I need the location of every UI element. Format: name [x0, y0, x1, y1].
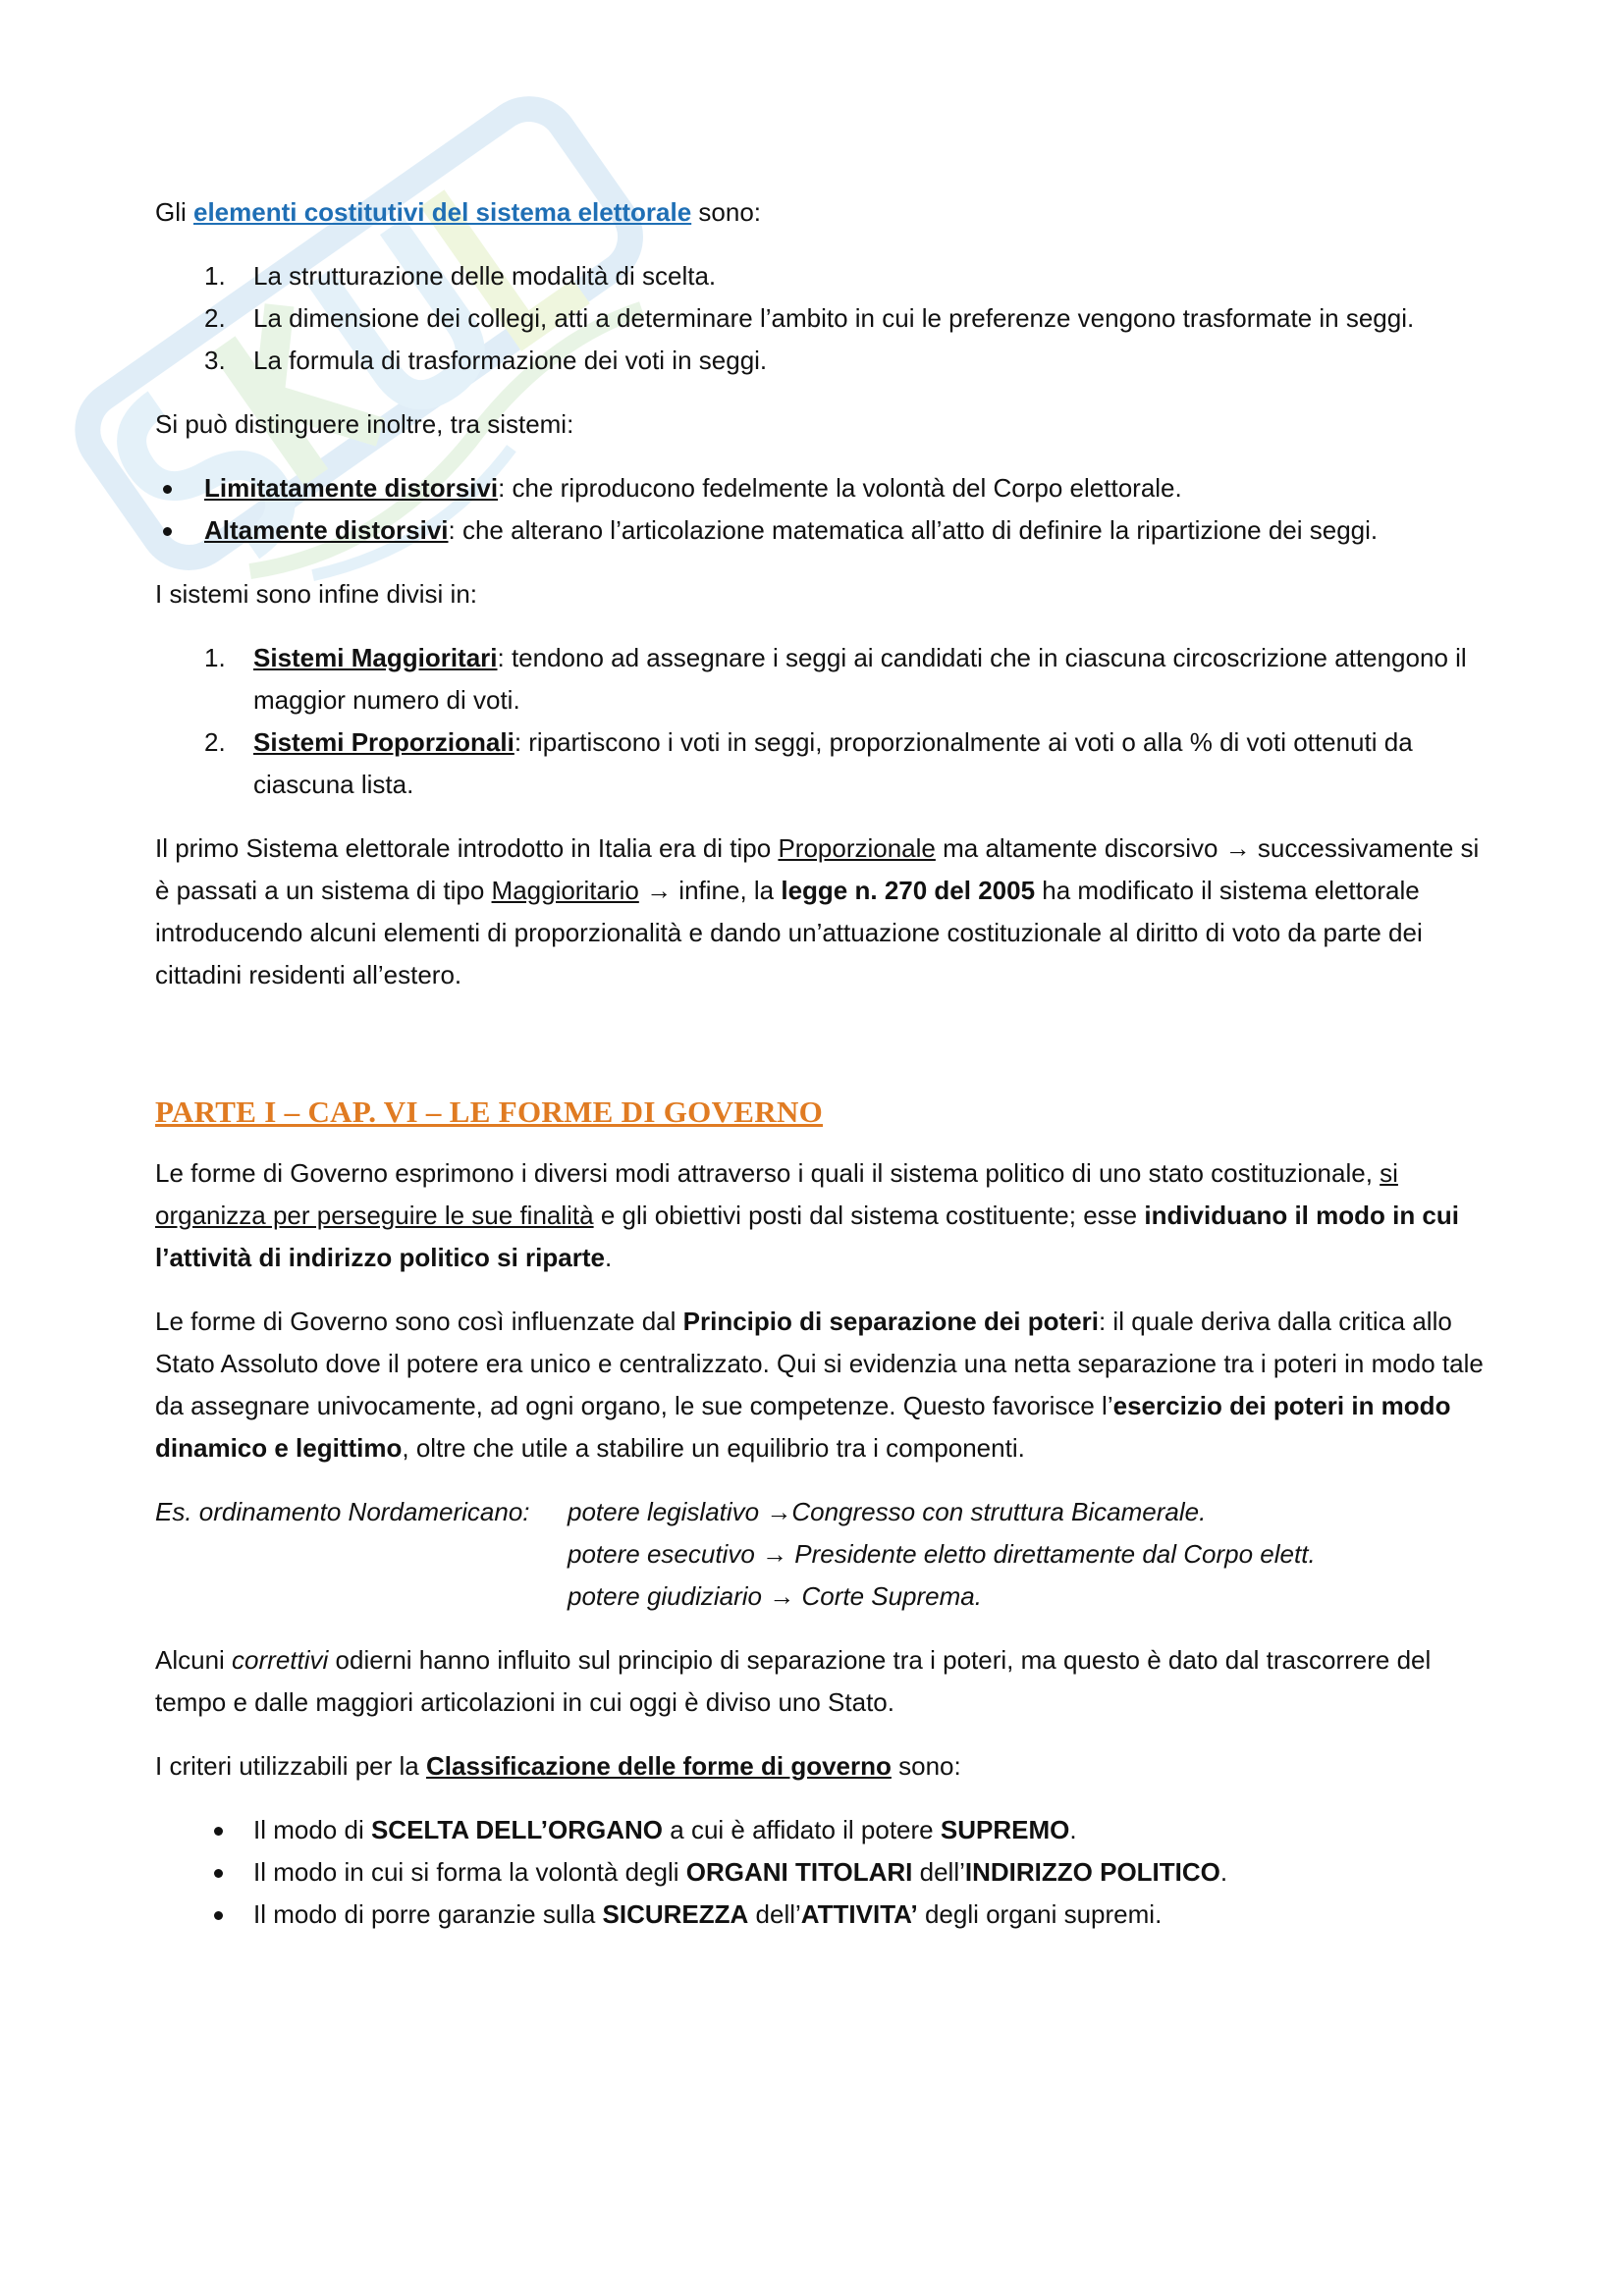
list-item: Il modo di porre garanzie sulla SICUREZZA dell’ATTIVITA’ degli organi supremi.: [253, 1899, 1163, 1929]
criteri-list: [155, 1809, 1490, 1936]
list-term: Sistemi Maggioritari: [253, 643, 498, 672]
list-number: 2.: [204, 303, 226, 333]
arrow-right-icon: →: [762, 1539, 788, 1569]
distinguish-intro: Si può distinguere inoltre, tra sistemi:: [155, 409, 574, 439]
divided-intro: I sistemi sono infine divisi in:: [155, 579, 478, 609]
example-row: [155, 1533, 1490, 1575]
elements-list: [155, 255, 1490, 382]
maggioritario-term: Maggioritario: [491, 876, 639, 905]
list-number: 3.: [204, 346, 226, 375]
list-text: : che alterano l’articolazione matematica all’atto di definire la ripartizione dei seggi.: [448, 515, 1379, 545]
example-body: potere giudiziario → Corte Suprema.: [568, 1581, 982, 1611]
example-body: potere esecutivo → Presidente eletto direttamente dal Corpo elett.: [568, 1539, 1316, 1569]
arrow-right-icon: →: [769, 1581, 795, 1611]
distorsivi-list: [155, 467, 1490, 552]
example-row: [155, 1491, 1490, 1533]
list-item: [155, 721, 1490, 806]
list-text: : che riproducono fedelmente la volontà del Corpo elettorale.: [498, 473, 1182, 503]
intro-prefix: Gli: [155, 197, 193, 227]
list-term: Limitatamente distorsivi: [204, 473, 499, 503]
list-text: La dimensione dei collegi, atti a determinare l’ambito in cui le preferenze vengono trasformate in seggi.: [253, 303, 1415, 333]
forme-paragraph: Le forme di Governo esprimono i diversi modi attraverso i quali il sistema politico di uno stato costituzionale, si organizza per perseguire le sue finalità e gli obiettivi posti dal sistema costituente; esse individuano il modo in cui l’attività di indirizzo politico si riparte.: [155, 1158, 1460, 1272]
criteri-paragraph: I criteri utilizzabili per la Classificazione delle forme di governo sono:: [155, 1751, 961, 1781]
example-lead: Es. ordinamento Nordamericano:: [155, 1497, 530, 1526]
list-item: [155, 467, 1490, 509]
list-item: [155, 297, 1490, 340]
list-item: [155, 255, 1490, 297]
arrow-right-icon: →: [766, 1497, 792, 1526]
example-row: [155, 1575, 1490, 1618]
list-item: [155, 509, 1490, 552]
history-paragraph: Il primo Sistema elettorale introdotto in Italia era di tipo Proporzionale ma altamente discorsivo → successivamente si è passati a un sistema di tipo Maggioritario → infine, la legge n. 270 del 2005 ha modificato il sistema elettorale introducendo alcuni elementi di proporzionalità e dando un’attuazione costituzionale al diritto di voto da parte dei cittadini residenti all’estero.: [155, 833, 1480, 989]
document-page: [155, 191, 1490, 1957]
list-text: La strutturazione delle modalità di scelta.: [253, 261, 717, 291]
classificazione-term: Classificazione delle forme di governo: [425, 1751, 892, 1781]
separazione-paragraph: Le forme di Governo sono così influenzate dal Principio di separazione dei poteri: il quale deriva dalla critica allo Stato Assoluto dove il potere era unico e centralizzato. Qui si evidenzia una netta separazione tra i poteri in modo tale da assegnare univocamente, ad ogni organo, le sue competenze. Questo favorisce l’esercizio dei poteri in modo dinamico e legittimo, oltre che utile a stabilire un equilibrio tra i componenti.: [155, 1307, 1484, 1463]
list-number: 1.: [204, 261, 226, 291]
arrow-right-icon: →: [646, 876, 673, 905]
list-term: Sistemi Proporzionali: [253, 727, 514, 757]
proporzionale-term: Proporzionale: [778, 833, 936, 863]
list-term: Altamente distorsivi: [204, 515, 449, 545]
list-item: Il modo in cui si forma la volontà degli ORGANI TITOLARI dell’INDIRIZZO POLITICO.: [253, 1857, 1228, 1887]
example-body: potere legislativo →Congresso con struttura Bicamerale.: [568, 1497, 1207, 1526]
intro-line: [155, 191, 1490, 234]
example-block: [155, 1491, 1490, 1618]
elementi-costitutivi-link[interactable]: elementi costitutivi del sistema elettorale: [193, 197, 692, 227]
intro-suffix: sono:: [691, 197, 762, 227]
list-item: [155, 340, 1490, 382]
list-text: : ripartiscono i voti in seggi, proporzionalmente ai voti o alla % di voti ottenuti da ciascuna lista.: [253, 727, 1413, 799]
list-item: [155, 637, 1490, 721]
list-number: 2.: [204, 727, 226, 757]
list-text: : tendono ad assegnare i seggi ai candidati che in ciascuna circoscrizione attengono il maggior numero di voti.: [253, 643, 1467, 715]
list-text: La formula di trasformazione dei voti in seggi.: [253, 346, 768, 375]
correttivi-paragraph: Alcuni correttivi odierni hanno influito sul principio di separazione tra i poteri, ma questo è dato dal trascorrere del tempo e dalle maggiori articolazioni in cui oggi è diviso uno Stato.: [155, 1645, 1432, 1717]
list-item: Il modo di SCELTA DELL’ORGANO a cui è affidato il potere SUPREMO.: [253, 1815, 1077, 1844]
arrow-right-icon: →: [1224, 833, 1251, 863]
section-heading: PARTE I – CAP. VI – LE FORME DI GOVERNO: [155, 1095, 824, 1129]
legge-reference: legge n. 270 del 2005: [781, 876, 1036, 905]
list-number: 1.: [204, 643, 226, 672]
systems-list: [155, 637, 1490, 806]
